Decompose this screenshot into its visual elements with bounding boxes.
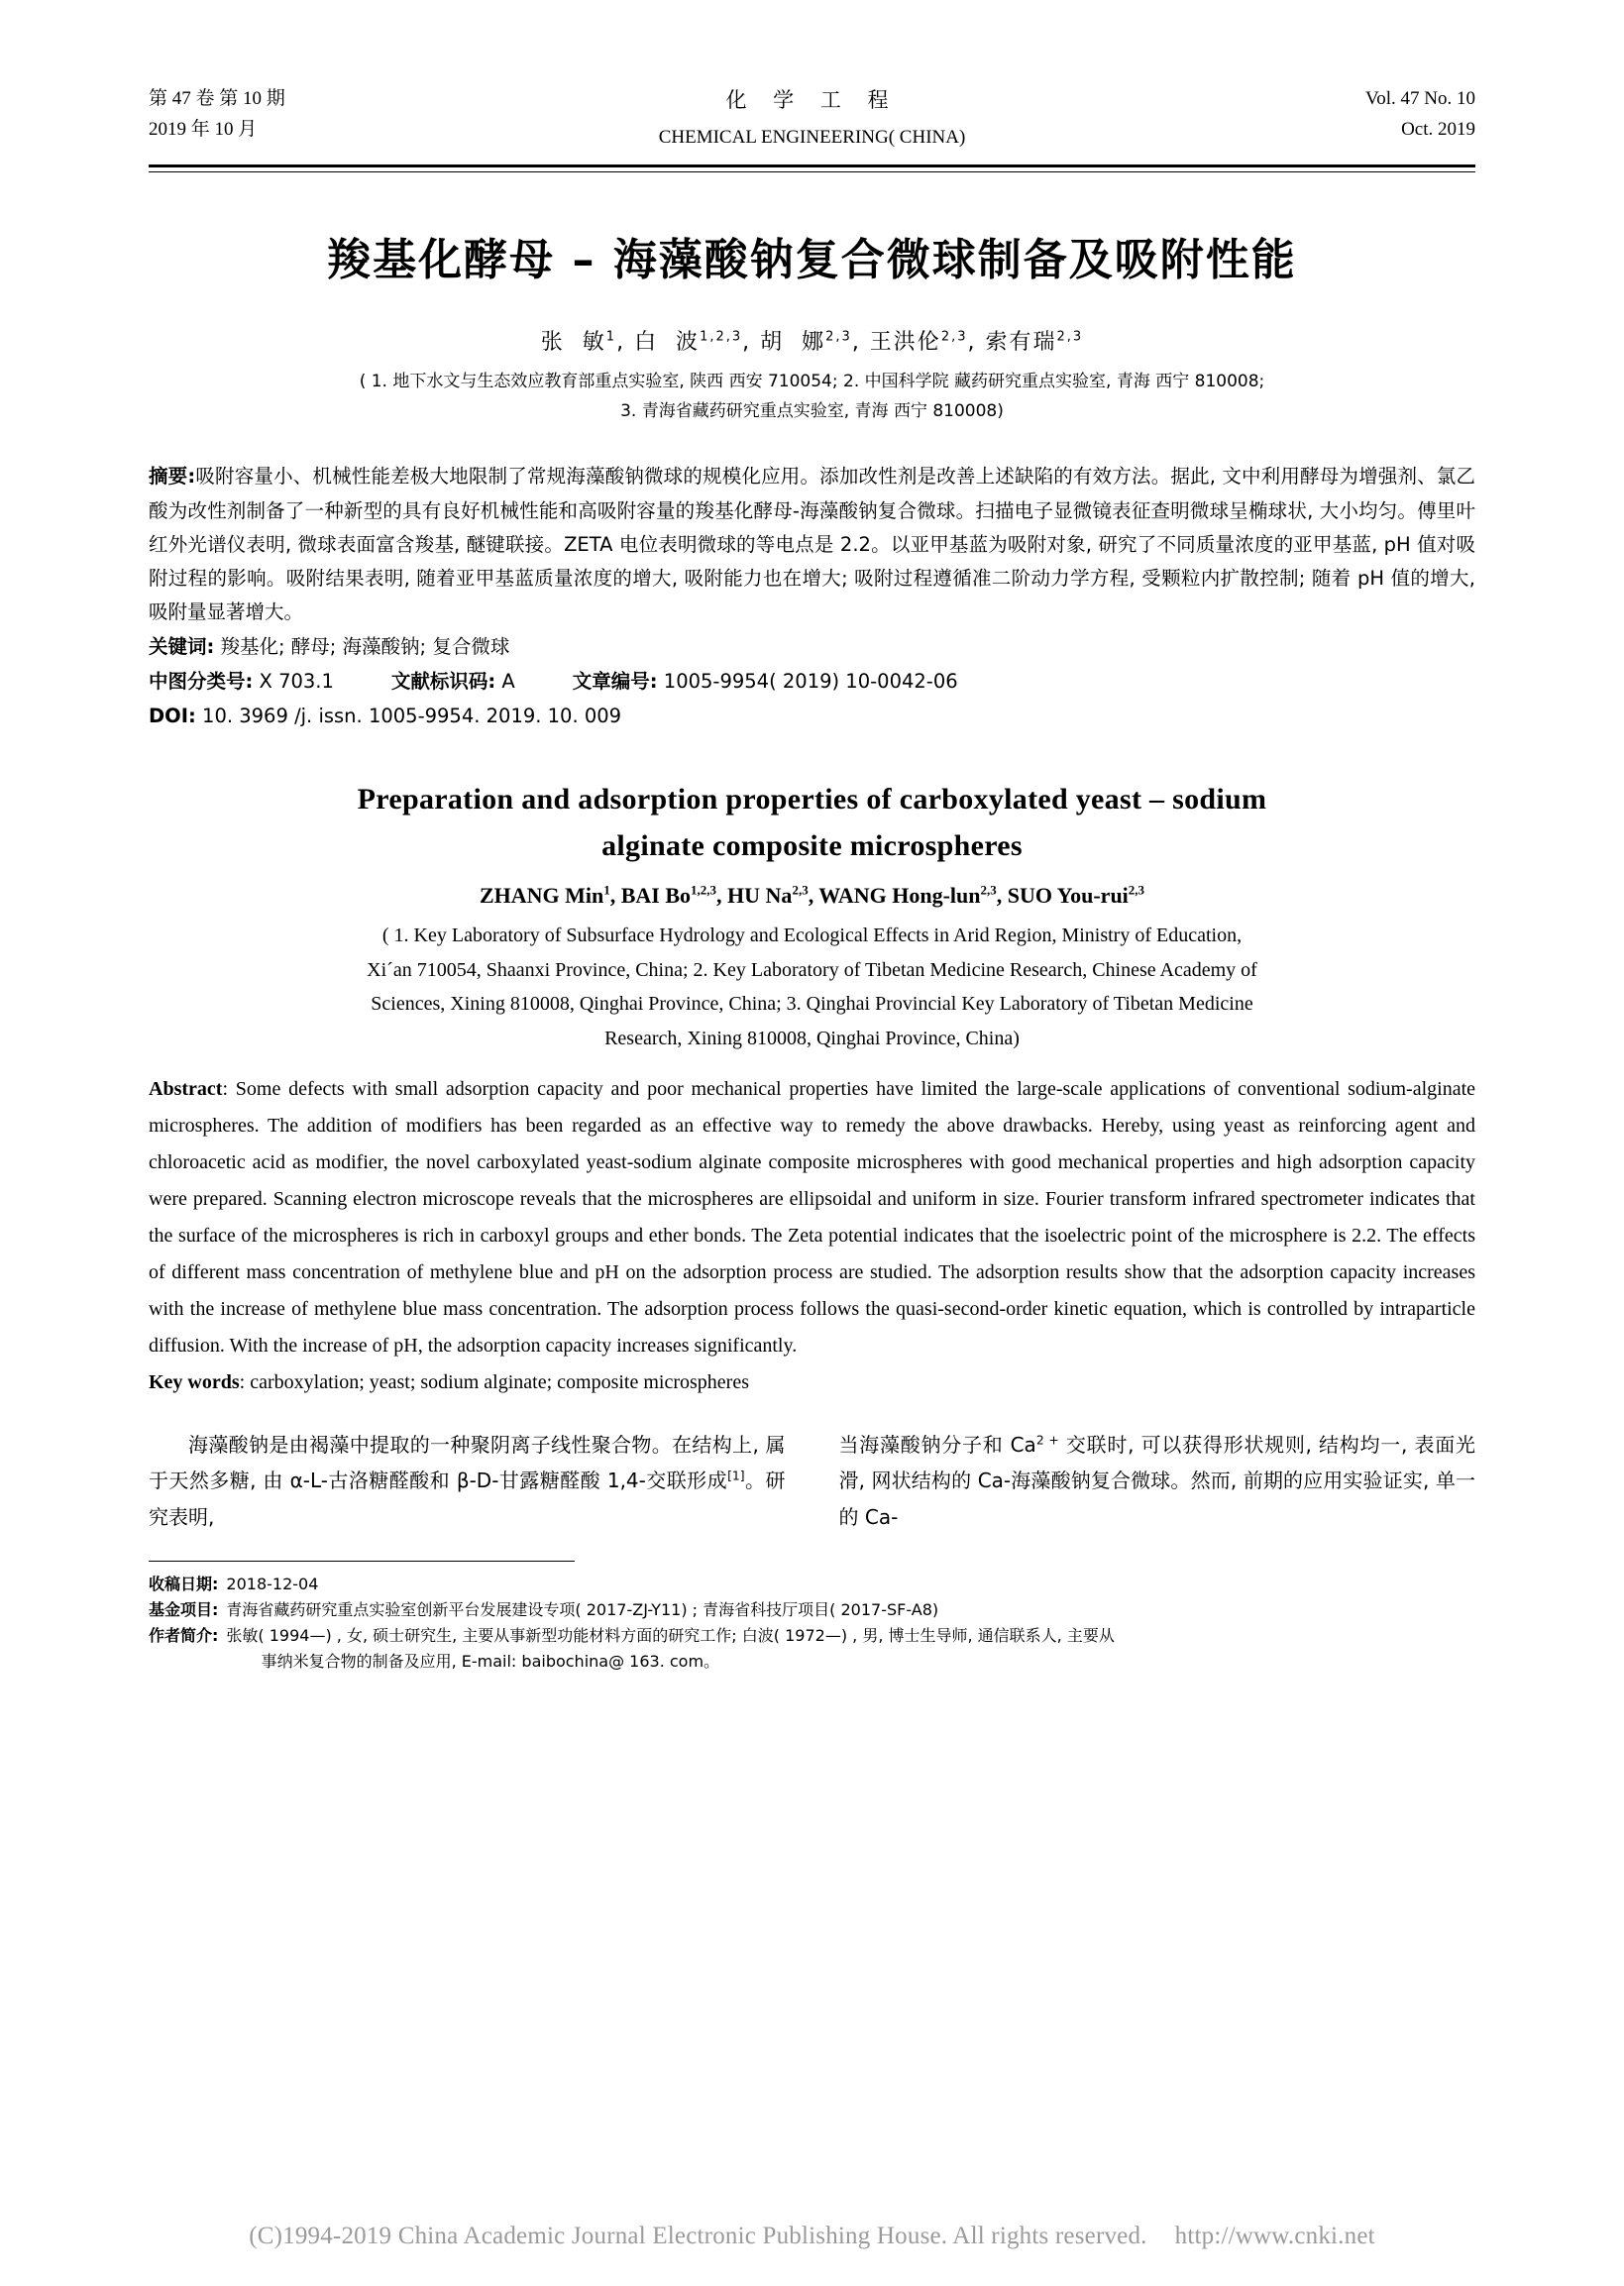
body-right-part1: 当海藻酸钠分子和 Ca — [838, 1432, 1036, 1457]
footnote-received — [149, 1572, 1475, 1597]
running-head-right — [1218, 83, 1475, 146]
article-id-label: 文章编号: — [572, 670, 658, 694]
doc-code-group — [391, 664, 515, 699]
body-left-part2: 。研究表明, — [149, 1469, 786, 1529]
received-value: 2018-12-04 — [226, 1575, 319, 1594]
issue-date-cn: 2019 年 10 月 — [149, 119, 258, 141]
body-columns — [149, 1427, 1475, 1535]
abstract-en-text: : Some defects with small adsorption capacity and poor mechanical properties have limited the large-scale applications of conventional sodium-alginate microspheres. The addition of modifiers has been regarded as an effective way to remedy the above drawbacks. Hereby, using yeast as reinforcing agent and chloroacetic acid as modifier, the novel carboxylated yeast-sodium alginate composite microspheres with good mechanical properties and high adsorption capacity were prepared. Scanning electron microscope reveals that the microspheres are ellipsoidal and uniform in size. Fourier transform infrared spectrometer indicates that the surface of the microspheres is rich in carboxyl groups and ether bonds. The Zeta potential indicates that the isoelectric point of the microsphere is 2.2. The effects of different mass concentration of methylene blue and pH on the adsorption process are studied. The adsorption results show that the adsorption capacity increases with the increase of methylene blue mass concentration. The adsorption process follows the quasi-second-order kinetic equation, which is controlled by intraparticle diffusion. With the increase of pH, the adsorption capacity increases significantly. — [149, 1077, 1475, 1357]
page-title-en — [149, 777, 1475, 869]
abstract-cn-label: 摘要: — [149, 465, 196, 489]
doi-row — [149, 699, 1475, 733]
keywords-cn-label: 关键词: — [149, 635, 215, 659]
received-label: 收稿日期: — [149, 1575, 219, 1594]
doc-code-label: 文献标识码: — [390, 670, 496, 694]
author-bio-value: 张敏( 1994—) , 女, 硕士研究生, 主要从事新型功能材料方面的研究工作; 白波( 1972—) , 男, 博士生导师, 通信联系人, 主要从 — [226, 1625, 1115, 1645]
issue-date-en: Oct. 2019 — [1401, 119, 1475, 141]
footnotes — [149, 1572, 1475, 1675]
footnote-divider — [149, 1561, 575, 1562]
clc-label: 中图分类号: — [149, 670, 254, 694]
affiliation-en-line2: Xi´an 710054, Shaanxi Province, China; 2. Key Laboratory of Tibetan Medicine Research, Chinese Academy of — [367, 958, 1257, 981]
article-id-value: 1005-9954( 2019) 10-0042-06 — [663, 670, 958, 694]
keywords-cn-text: 羧基化; 酵母; 海藻酸钠; 复合微球 — [220, 635, 510, 659]
keywords-en-label: Key words — [149, 1370, 240, 1393]
author-bio-label: 作者简介: — [149, 1625, 219, 1645]
volume-issue-en: Vol. 47 No. 10 — [1364, 88, 1475, 109]
affiliation-en-line3: Sciences, Xining 810008, Qinghai Province, China; 3. Qinghai Provincial Key Laboratory of Tibetan Medicine — [371, 993, 1253, 1016]
running-head-center — [406, 83, 1218, 153]
clc-value: X 703.1 — [259, 670, 334, 694]
copyright-footer — [0, 2223, 1624, 2250]
calcium-ion-superscript: 2 + — [1035, 1432, 1059, 1448]
affiliation-en-line4: Research, Xining 810008, Qinghai Province, China) — [604, 1027, 1020, 1049]
keywords-en — [149, 1364, 1475, 1401]
journal-title-en: CHEMICAL ENGINEERING( CHINA) — [658, 126, 966, 148]
body-right-part2: 交联时, 可以获得形状规则, 结构均一, 表面光滑, 网状结构的 Ca-海藻酸钠复合微球。然而, 前期的应用实验证实, 单一的 Ca- — [838, 1432, 1475, 1529]
funding-label: 基金项目: — [149, 1600, 219, 1620]
header-divider — [149, 164, 1475, 172]
body-column-left — [149, 1427, 786, 1535]
citation-ref-1: [1] — [727, 1468, 745, 1483]
body-column-right — [839, 1427, 1476, 1535]
running-head-left — [149, 83, 406, 146]
page-title-en-line2: alginate composite microspheres — [601, 828, 1023, 862]
authors-en: ZHANG Min$^1$, BAI Bo$^{1,2,3}$, HU Na$^{2,3}$, WANG Hong-lun$^{2,3}$, SUO You-rui$^{2,3}$ — [479, 883, 1145, 909]
affiliation-en-line1: ( 1. Key Laboratory of Subsurface Hydrology and Ecological Effects in Arid Region, Ministry of Education, — [381, 925, 1243, 947]
article-id-group — [573, 664, 958, 699]
metadata-cn — [149, 629, 1475, 733]
body-paragraph-left — [149, 1427, 786, 1535]
authors-cn: 张 敏$^1$, 白 波$^{1,2,3}$, 胡 娜$^{2,3}$, 王洪伦$^{2,3}$, 索有瑞$^{2,3}$ — [540, 329, 1084, 355]
body-paragraph-right — [839, 1427, 1476, 1535]
author-bio-text — [226, 1623, 1475, 1675]
affiliation-cn-line1: ( 1. 地下水文与生态效应教育部重点实验室, 陕西 西安 710054; 2. 中国科学院 藏药研究重点实验室, 青海 西宁 810008; — [359, 371, 1265, 391]
abstract-cn-text: 吸附容量小、机械性能差极大地限制了常规海藻酸钠微球的规模化应用。添加改性剂是改善上述缺陷的有效方法。据此, 文中利用酵母为增强剂、氯乙酸为改性剂制备了一种新型的具有良好机械性能和高吸附容量的羧基化酵母-海藻酸钠复合微球。扫描电子显微镜表征查明微球呈椭球状, 大小均匀。傅里叶红外光谱仪表明, 微球表面富含羧基, 醚键联接。ZETA 电位表明微球的等电点是 2.2。以亚甲基蓝为吸附对象, 研究了不同质量浓度的亚甲基蓝, pH 值对吸附过程的影响。吸附结果表明, 随着亚甲基蓝质量浓度的增大, 吸附能力也在增大; 吸附过程遵循准二阶动力学方程, 受颗粒内扩散控制; 随着 pH 值的增大, 吸附量显著增大。 — [149, 465, 1475, 623]
affiliation-en — [149, 919, 1475, 1055]
keywords-cn — [149, 629, 1475, 664]
copyright-text: (C)1994-2019 China Academic Journal Electronic Publishing House. All rights reserved. — [249, 2223, 1147, 2249]
running-head — [149, 0, 1475, 153]
affiliation-cn — [149, 368, 1475, 427]
classification-row — [149, 664, 1475, 699]
funding-value: 青海省藏药研究重点实验室创新平台发展建设专项( 2017-ZJ-Y11) ; 青海省科技厅项目( 2017-SF-A8) — [226, 1600, 939, 1620]
doi-value: 10. 3969 /j. issn. 1005-9954. 2019. 10. 009 — [202, 705, 622, 728]
abstract-en-label: Abstract — [149, 1077, 223, 1100]
page-title-en-line1: Preparation and adsorption properties of carboxylated yeast – sodium — [357, 783, 1267, 816]
abstract-cn — [149, 460, 1475, 629]
clc-group — [149, 664, 334, 699]
author-bio-value-cont: 事纳米复合物的制备及应用, E-mail: baibochina@ 163. com。 — [261, 1651, 720, 1671]
keywords-en-text: : carboxylation; yeast; sodium alginate; composite microspheres — [239, 1370, 749, 1393]
affiliation-cn-line2: 3. 青海省藏药研究重点实验室, 青海 西宁 810008) — [620, 400, 1004, 421]
body-left-part1: 海藻酸钠是由褐藻中提取的一种聚阴离子线性聚合物。在结构上, 属于天然多糖, 由 α-L-古洛糖醛酸和 β-D-甘露糖醛酸 1,4-交联形成 — [149, 1432, 786, 1493]
cnki-url: http://www.cnki.net — [1174, 2223, 1375, 2249]
page-title-cn: 羧基化酵母 – 海藻酸钠复合微球制备及吸附性能 — [327, 234, 1297, 285]
footnote-author-bio — [149, 1623, 1475, 1675]
doc-code-value: A — [501, 670, 515, 694]
abstract-en — [149, 1071, 1475, 1364]
journal-title-cn: 化 学 工 程 — [725, 88, 899, 112]
footnote-funding — [149, 1597, 1475, 1623]
doi-label: DOI: — [149, 705, 196, 728]
volume-issue: 第 47 卷 第 10 期 — [149, 88, 285, 109]
